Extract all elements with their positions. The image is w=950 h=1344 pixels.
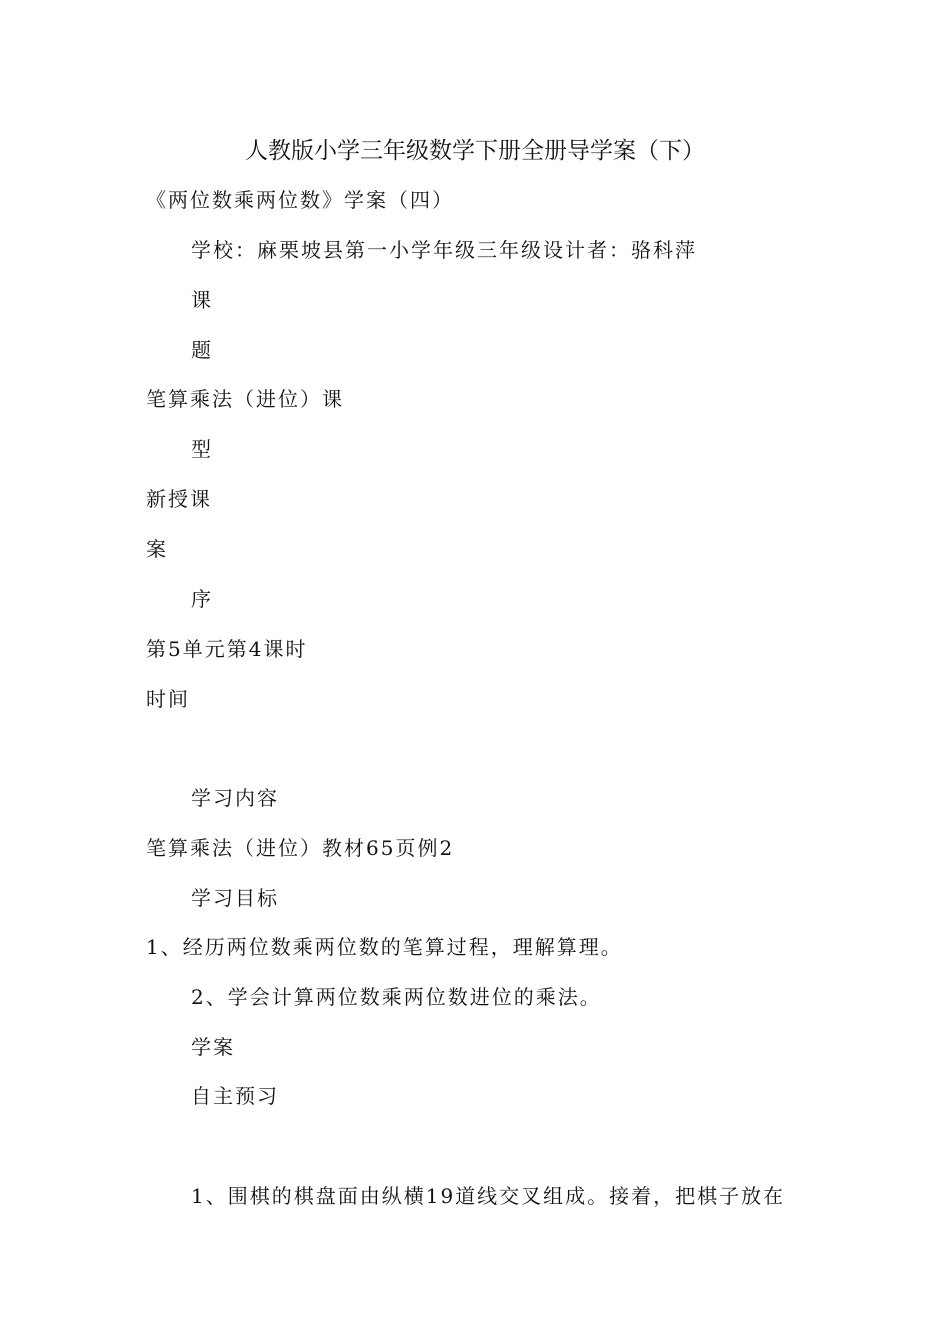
text-line: 序 — [191, 587, 213, 611]
text-line: 2、学会计算两位数乘两位数进位的乘法。 — [191, 985, 602, 1009]
text-line: 学习内容 — [191, 786, 279, 810]
text-line: 时间 — [146, 687, 190, 711]
text-line: 1、围棋的棋盘面由纵横19道线交叉组成。接着，把棋子放在 — [191, 1184, 786, 1208]
text-line: 新授课 — [146, 487, 212, 511]
text-line: 学案 — [191, 1035, 235, 1059]
text-line: 笔算乘法（进位）课 — [146, 387, 344, 411]
text-line: 学校：麻栗坡县第一小学年级三年级设计者：骆科萍 — [191, 238, 697, 262]
text-line: 第5单元第4课时 — [146, 637, 308, 661]
text-line: 笔算乘法（进位）教材65页例2 — [146, 836, 455, 860]
text-line: 《两位数乘两位数》学案（四） — [146, 188, 454, 212]
text-line: 课 — [191, 288, 213, 312]
text-line: 1、经历两位数乘两位数的笔算过程，理解算理。 — [146, 935, 623, 959]
text-line: 题 — [191, 338, 213, 362]
text-line: 自主预习 — [191, 1084, 279, 1108]
text-line: 案 — [146, 537, 168, 561]
text-line: 型 — [191, 437, 213, 461]
text-line: 学习目标 — [191, 886, 279, 910]
document-title: 人教版小学三年级数学下册全册导学案（下） — [245, 138, 705, 164]
